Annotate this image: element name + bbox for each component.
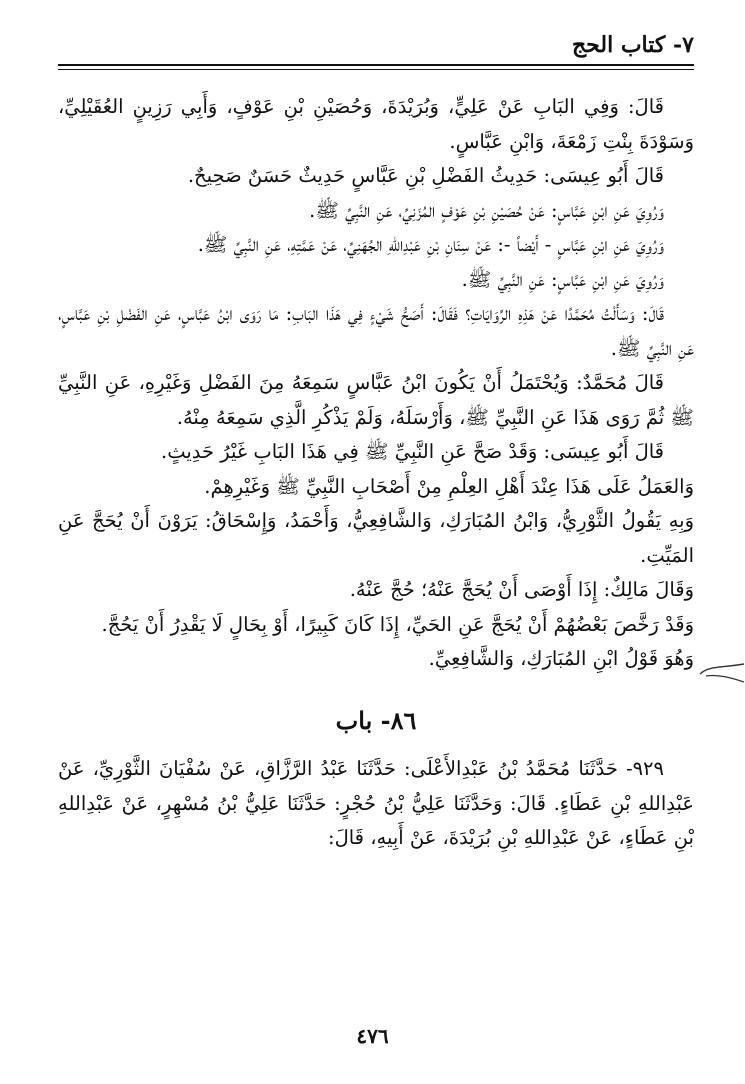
- page-number: ٤٧٦: [356, 1024, 389, 1048]
- paragraph: وَقَالَ مَالِكٌ: إِذَا أَوْصَى أَنْ يُحَجَّ عَنْهُ؛ حُجَّ عَنْهُ.: [349, 578, 694, 601]
- paragraph: وَبِهِ يَقُولُ الثَّوْرِيُّ، وَابْنُ المُبَارَكِ، وَالشَّافِعِيُّ، وَأَحْمَدُ، وَإِسْحَاقُ: يَرَوْنَ أَنْ يُحَجَّ عَنِ المَيِّتِ.: [58, 509, 694, 567]
- hadith-paragraph: ٩٢٩- حَدَّثَنَا مُحَمَّدُ بْنُ عَبْدِالأَعْلَى: حَدَّثَنَا عَبْدُ الرَّزَّاقِ، عَنْ سُفْيَانَ الثَّوْرِيِّ، عَنْ عَبْدِاللهِ بْنِ عَطَاءٍ. قَالَ: وَحَدَّثَنَا عَلِيُّ بْنُ حُجْرٍ: حَدَّثَنَا عَلِيُّ بْنُ مُسْهِرٍ، عَنْ عَبْدِاللهِ بْنِ عَطَاءٍ، عَنْ عَبْدِاللهِ بْنِ بُرَيْدَةَ، عَنْ أَبِيهِ، قَالَ:: [58, 757, 694, 849]
- paragraph: وَرُوِيَ عَنِ ابْنِ عَبَّاسٍ: عَنْ حُصَيْنِ بْنِ عَوْفٍ المُزَنِيِّ، عَنِ النَّبِيِّ ﷺ.: [309, 198, 664, 222]
- paragraph: قَالَ: وَسَأَلْتُ مُحَمَّدًا عَنْ هَذِهِ الرِّوَايَاتِ؟ فَقَالَ: أَصَحُّ شَيْءٍ فِي هَذَا البَابِ: مَا رَوَى ابْنُ عَبَّاسٍ، عَنِ الفَضْلِ بْنِ عَبَّاسٍ، عَنِ النَّبِيِّ ﷺ.: [58, 302, 694, 360]
- paragraph: وَرُوِيَ عَنِ ابْنِ عَبَّاسٍ - أَيْضاً -: عَنْ سِنَانِ بْنِ عَبْدِاللهِ الجُهَنِيِّ، عَنْ عَمَّتِهِ، عَنِ النَّبِيِّ ﷺ.: [197, 233, 664, 256]
- paragraph: قَالَ: وَفِي البَابِ عَنْ عَلِيٍّ، وَبُرَيْدَةَ، وَحُصَيْنِ بْنِ عَوْفٍ، وَأَبِي رَزِينٍ العُقَيْلِيِّ، وَسَوْدَةَ بِنْتِ زَمْعَةَ، وَابْنِ عَبَّاسٍ.: [58, 95, 694, 153]
- margin-pen-mark: [698, 660, 745, 686]
- paragraph: وَالعَمَلُ عَلَى هَذَا عِنْدَ أَهْلِ العِلْمِ مِنْ أَصْحَابِ النَّبِيِّ ﷺ وَغَيْرِهِمْ.: [204, 474, 694, 498]
- paragraph: وَهُوَ قَوْلُ ابْنِ المُبَارَكِ، وَالشَّافِعِيِّ.: [428, 647, 694, 670]
- main-text: [58, 90, 694, 856]
- chapter-title: ٧- كتاب الحج: [571, 32, 694, 58]
- running-header: [58, 30, 694, 60]
- paragraph: قَالَ مُحَمَّدٌ: وَيُحْتَمَلُ أَنْ يَكُونَ ابْنُ عَبَّاسٍ سَمِعَهُ مِنَ الفَضْلِ وَغَيْرِهِ، عَنِ النَّبِيِّ ﷺ ثُمَّ رَوَى هَذَا عَنِ النَّبِيِّ ﷺ، وَأَرْسَلَهُ، وَلَمْ يَذْكُرِ الَّذِي سَمِعَهُ مِنْهُ.: [58, 371, 694, 429]
- section-heading: ٨٦- باب: [335, 705, 417, 735]
- header-rule-thin: [58, 69, 694, 70]
- paragraph: وَقَدْ رَخَّصَ بَعْضُهُمْ أَنْ يُحَجَّ عَنِ الحَيِّ، إِذَا كَانَ كَبِيرًا، أَوْ بِحَالٍ لَا يَقْدِرُ أَنْ يَحُجَّ.: [101, 612, 694, 636]
- header-rule-thick: [58, 64, 694, 66]
- paragraph: قَالَ أَبُو عِيسَى: حَدِيثُ الفَضْلِ بْنِ عَبَّاسٍ حَدِيثٌ حَسَنٌ صَحِيحٌ.: [187, 164, 664, 187]
- paragraph: قَالَ أَبُو عِيسَى: وَقَدْ صَحَّ عَنِ النَّبِيِّ ﷺ فِي هَذَا البَابِ غَيْرُ حَدِيثٍ.: [161, 440, 664, 463]
- paragraph: وَرُوِيَ عَنِ ابْنِ عَبَّاسٍ: عَنِ النَّبِيِّ ﷺ.: [461, 267, 664, 291]
